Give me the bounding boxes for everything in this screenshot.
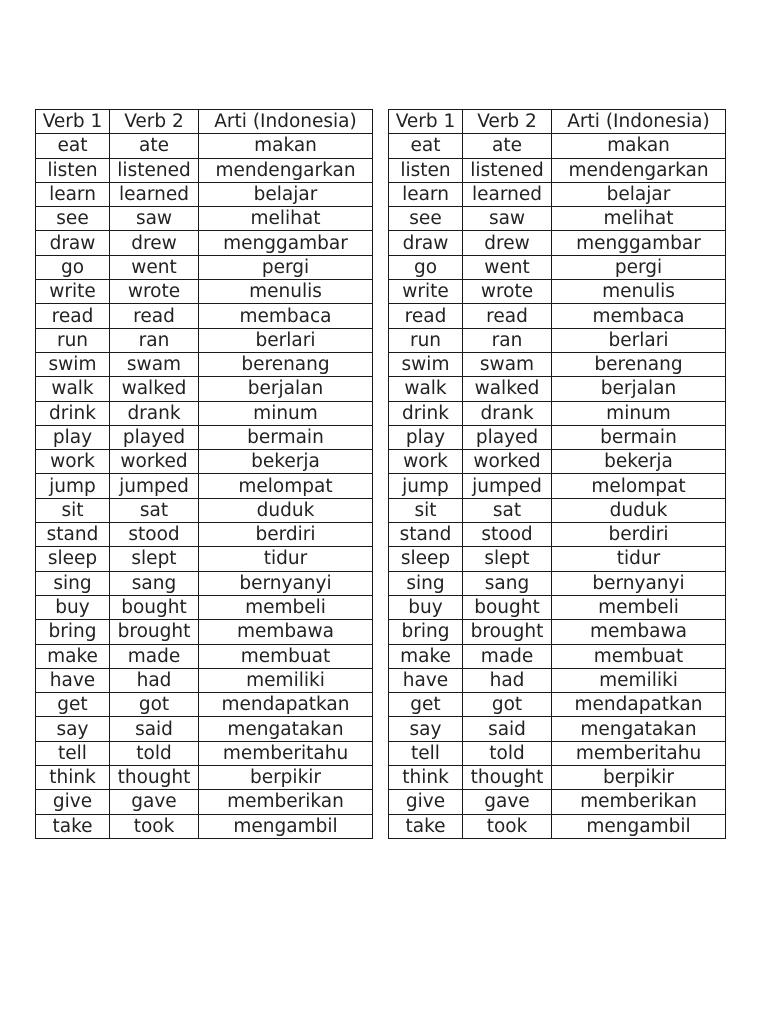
cell-verb-2: bought	[110, 595, 199, 619]
table-row	[36, 620, 373, 644]
cell-verb-1: get	[36, 693, 110, 717]
cell-verb-2: swam	[110, 352, 199, 376]
cell-arti: menggambar	[552, 231, 726, 255]
cell-verb-1: play	[36, 425, 110, 449]
cell-arti: bermain	[199, 425, 373, 449]
cell-verb-2: saw	[110, 207, 199, 231]
cell-verb-1: play	[389, 425, 463, 449]
cell-verb-1: drink	[389, 401, 463, 425]
cell-verb-2: played	[463, 425, 552, 449]
cell-verb-1: say	[389, 717, 463, 741]
cell-arti: mendapatkan	[199, 693, 373, 717]
cell-verb-1: make	[389, 644, 463, 668]
header-verb-2: Verb 2	[463, 110, 552, 134]
cell-arti: berlari	[199, 328, 373, 352]
cell-verb-2: worked	[463, 450, 552, 474]
cell-arti: berpikir	[199, 766, 373, 790]
cell-verb-1: buy	[36, 595, 110, 619]
table-row	[389, 207, 726, 231]
table-row	[389, 766, 726, 790]
cell-verb-2: thought	[110, 766, 199, 790]
table-row	[36, 207, 373, 231]
cell-verb-1: work	[36, 450, 110, 474]
cell-arti: melompat	[552, 474, 726, 498]
cell-arti: memiliki	[199, 668, 373, 692]
table-row	[36, 595, 373, 619]
cell-verb-2: told	[110, 741, 199, 765]
cell-verb-2: ran	[110, 328, 199, 352]
table-row	[36, 814, 373, 838]
cell-verb-1: write	[389, 280, 463, 304]
table-row	[36, 158, 373, 182]
cell-verb-2: went	[110, 255, 199, 279]
cell-verb-1: think	[389, 766, 463, 790]
cell-verb-1: learn	[36, 182, 110, 206]
table-row	[389, 547, 726, 571]
cell-arti: memberitahu	[552, 741, 726, 765]
table-row	[389, 474, 726, 498]
table-row	[36, 474, 373, 498]
cell-arti: bernyanyi	[552, 571, 726, 595]
cell-verb-1: say	[36, 717, 110, 741]
cell-verb-1: tell	[389, 741, 463, 765]
cell-arti: berpikir	[552, 766, 726, 790]
table-row	[389, 352, 726, 376]
cell-arti: pergi	[199, 255, 373, 279]
cell-arti: memberikan	[552, 790, 726, 814]
table-row	[389, 717, 726, 741]
cell-verb-2: thought	[463, 766, 552, 790]
cell-verb-2: had	[463, 668, 552, 692]
cell-verb-1: sleep	[36, 547, 110, 571]
cell-verb-1: sit	[389, 498, 463, 522]
cell-verb-2: worked	[110, 450, 199, 474]
cell-verb-1: stand	[389, 523, 463, 547]
table-row	[389, 280, 726, 304]
table-row	[36, 352, 373, 376]
table-row	[389, 668, 726, 692]
table-row	[389, 401, 726, 425]
cell-verb-1: see	[36, 207, 110, 231]
cell-verb-1: buy	[389, 595, 463, 619]
cell-verb-1: sing	[36, 571, 110, 595]
table-row	[389, 158, 726, 182]
cell-arti: menulis	[199, 280, 373, 304]
cell-arti: tidur	[199, 547, 373, 571]
cell-verb-1: learn	[389, 182, 463, 206]
cell-verb-2: took	[110, 814, 199, 838]
table-row	[36, 182, 373, 206]
cell-arti: membeli	[199, 595, 373, 619]
header-arti: Arti (Indonesia)	[199, 110, 373, 134]
table-row	[389, 182, 726, 206]
table-row	[389, 814, 726, 838]
cell-arti: pergi	[552, 255, 726, 279]
cell-arti: mengatakan	[552, 717, 726, 741]
cell-verb-1: sing	[389, 571, 463, 595]
cell-verb-2: said	[110, 717, 199, 741]
cell-verb-2: bought	[463, 595, 552, 619]
cell-verb-2: slept	[110, 547, 199, 571]
cell-verb-2: sang	[110, 571, 199, 595]
table-row	[389, 377, 726, 401]
table-row	[389, 595, 726, 619]
table-row	[36, 401, 373, 425]
table-row	[36, 523, 373, 547]
table-row	[36, 668, 373, 692]
cell-arti: makan	[552, 134, 726, 158]
table-row	[389, 255, 726, 279]
cell-verb-2: learned	[463, 182, 552, 206]
header-row	[36, 110, 373, 134]
cell-arti: tidur	[552, 547, 726, 571]
cell-verb-2: read	[463, 304, 552, 328]
header-row	[389, 110, 726, 134]
cell-verb-2: saw	[463, 207, 552, 231]
table-row	[36, 766, 373, 790]
cell-arti: mengambil	[552, 814, 726, 838]
cell-arti: memberikan	[199, 790, 373, 814]
cell-verb-1: walk	[389, 377, 463, 401]
cell-arti: membeli	[552, 595, 726, 619]
cell-arti: mengambil	[199, 814, 373, 838]
cell-verb-1: stand	[36, 523, 110, 547]
cell-arti: membuat	[199, 644, 373, 668]
cell-verb-2: sat	[110, 498, 199, 522]
table-header	[389, 110, 726, 134]
cell-verb-1: listen	[389, 158, 463, 182]
cell-arti: membaca	[552, 304, 726, 328]
cell-verb-1: eat	[36, 134, 110, 158]
header-verb-2: Verb 2	[110, 110, 199, 134]
table-row	[389, 693, 726, 717]
table-row	[389, 134, 726, 158]
verb-table-right	[388, 109, 726, 839]
table-row	[36, 425, 373, 449]
cell-verb-1: run	[36, 328, 110, 352]
table-row	[389, 304, 726, 328]
cell-verb-2: gave	[110, 790, 199, 814]
table-row	[389, 741, 726, 765]
cell-verb-1: write	[36, 280, 110, 304]
cell-verb-1: bring	[36, 620, 110, 644]
cell-verb-2: walked	[463, 377, 552, 401]
header-verb-1: Verb 1	[389, 110, 463, 134]
cell-arti: membawa	[199, 620, 373, 644]
table-row	[36, 790, 373, 814]
cell-arti: makan	[199, 134, 373, 158]
table-row	[36, 280, 373, 304]
cell-arti: memberitahu	[199, 741, 373, 765]
table-row	[36, 571, 373, 595]
cell-verb-1: swim	[389, 352, 463, 376]
cell-verb-2: got	[110, 693, 199, 717]
cell-verb-1: bring	[389, 620, 463, 644]
cell-verb-1: take	[389, 814, 463, 838]
cell-verb-2: drew	[110, 231, 199, 255]
cell-verb-1: listen	[36, 158, 110, 182]
cell-verb-2: wrote	[463, 280, 552, 304]
cell-verb-2: slept	[463, 547, 552, 571]
cell-arti: berdiri	[199, 523, 373, 547]
cell-verb-2: jumped	[110, 474, 199, 498]
cell-arti: berjalan	[552, 377, 726, 401]
cell-verb-2: wrote	[110, 280, 199, 304]
cell-verb-2: stood	[463, 523, 552, 547]
cell-verb-2: said	[463, 717, 552, 741]
cell-verb-2: stood	[110, 523, 199, 547]
cell-verb-1: make	[36, 644, 110, 668]
table-row	[36, 498, 373, 522]
cell-verb-1: have	[36, 668, 110, 692]
cell-arti: bekerja	[552, 450, 726, 474]
cell-arti: bernyanyi	[199, 571, 373, 595]
cell-verb-2: had	[110, 668, 199, 692]
cell-verb-2: sat	[463, 498, 552, 522]
table-row	[389, 328, 726, 352]
cell-arti: duduk	[552, 498, 726, 522]
table-row	[36, 377, 373, 401]
table-row	[36, 693, 373, 717]
cell-arti: mendengarkan	[552, 158, 726, 182]
cell-verb-1: have	[389, 668, 463, 692]
header-arti: Arti (Indonesia)	[552, 110, 726, 134]
table-row	[36, 255, 373, 279]
cell-arti: berenang	[552, 352, 726, 376]
cell-verb-2: swam	[463, 352, 552, 376]
cell-verb-1: give	[36, 790, 110, 814]
cell-verb-1: give	[389, 790, 463, 814]
cell-arti: melompat	[199, 474, 373, 498]
cell-verb-2: drank	[463, 401, 552, 425]
cell-verb-2: walked	[110, 377, 199, 401]
table-body	[389, 134, 726, 839]
table-row	[389, 644, 726, 668]
cell-arti: duduk	[199, 498, 373, 522]
cell-verb-1: draw	[36, 231, 110, 255]
cell-arti: membaca	[199, 304, 373, 328]
table-row	[389, 571, 726, 595]
cell-verb-2: played	[110, 425, 199, 449]
cell-arti: melihat	[552, 207, 726, 231]
table-body	[36, 134, 373, 839]
cell-verb-1: jump	[389, 474, 463, 498]
cell-verb-2: listened	[463, 158, 552, 182]
cell-arti: membawa	[552, 620, 726, 644]
cell-arti: mendengarkan	[199, 158, 373, 182]
cell-verb-1: think	[36, 766, 110, 790]
table-row	[389, 790, 726, 814]
cell-verb-1: draw	[389, 231, 463, 255]
cell-verb-2: drew	[463, 231, 552, 255]
cell-verb-1: take	[36, 814, 110, 838]
cell-arti: bermain	[552, 425, 726, 449]
table-header	[36, 110, 373, 134]
cell-verb-2: ate	[463, 134, 552, 158]
table-row	[36, 547, 373, 571]
cell-verb-2: jumped	[463, 474, 552, 498]
cell-verb-2: told	[463, 741, 552, 765]
cell-verb-2: learned	[110, 182, 199, 206]
table-row	[36, 231, 373, 255]
cell-arti: melihat	[199, 207, 373, 231]
table-row	[36, 134, 373, 158]
cell-verb-2: got	[463, 693, 552, 717]
cell-verb-1: sleep	[389, 547, 463, 571]
cell-arti: menulis	[552, 280, 726, 304]
cell-verb-1: walk	[36, 377, 110, 401]
cell-arti: berenang	[199, 352, 373, 376]
table-row	[36, 328, 373, 352]
cell-verb-2: ate	[110, 134, 199, 158]
cell-verb-1: go	[389, 255, 463, 279]
cell-verb-1: swim	[36, 352, 110, 376]
cell-arti: belajar	[199, 182, 373, 206]
cell-arti: mengatakan	[199, 717, 373, 741]
cell-verb-1: see	[389, 207, 463, 231]
table-row	[36, 717, 373, 741]
cell-arti: minum	[552, 401, 726, 425]
cell-verb-1: work	[389, 450, 463, 474]
cell-verb-1: read	[389, 304, 463, 328]
cell-arti: mendapatkan	[552, 693, 726, 717]
cell-verb-2: gave	[463, 790, 552, 814]
cell-arti: berdiri	[552, 523, 726, 547]
table-row	[36, 741, 373, 765]
table-row	[36, 644, 373, 668]
cell-verb-1: jump	[36, 474, 110, 498]
verb-table-left	[35, 109, 373, 839]
cell-verb-2: brought	[110, 620, 199, 644]
cell-verb-1: drink	[36, 401, 110, 425]
table-row	[389, 498, 726, 522]
cell-verb-1: sit	[36, 498, 110, 522]
cell-arti: berjalan	[199, 377, 373, 401]
cell-verb-1: run	[389, 328, 463, 352]
cell-verb-2: sang	[463, 571, 552, 595]
cell-verb-2: made	[110, 644, 199, 668]
cell-verb-2: listened	[110, 158, 199, 182]
table-row	[389, 620, 726, 644]
table-row	[389, 523, 726, 547]
cell-verb-1: go	[36, 255, 110, 279]
cell-verb-2: made	[463, 644, 552, 668]
cell-verb-1: get	[389, 693, 463, 717]
cell-arti: berlari	[552, 328, 726, 352]
table-row	[36, 304, 373, 328]
cell-arti: minum	[199, 401, 373, 425]
cell-verb-2: brought	[463, 620, 552, 644]
cell-verb-2: took	[463, 814, 552, 838]
cell-verb-2: ran	[463, 328, 552, 352]
cell-verb-2: went	[463, 255, 552, 279]
cell-verb-1: read	[36, 304, 110, 328]
cell-verb-2: drank	[110, 401, 199, 425]
cell-arti: bekerja	[199, 450, 373, 474]
cell-arti: belajar	[552, 182, 726, 206]
cell-arti: memiliki	[552, 668, 726, 692]
cell-verb-1: tell	[36, 741, 110, 765]
cell-arti: menggambar	[199, 231, 373, 255]
table-row	[389, 231, 726, 255]
table-row	[389, 450, 726, 474]
table-row	[389, 425, 726, 449]
table-row	[36, 450, 373, 474]
cell-verb-2: read	[110, 304, 199, 328]
cell-verb-1: eat	[389, 134, 463, 158]
header-verb-1: Verb 1	[36, 110, 110, 134]
cell-arti: membuat	[552, 644, 726, 668]
